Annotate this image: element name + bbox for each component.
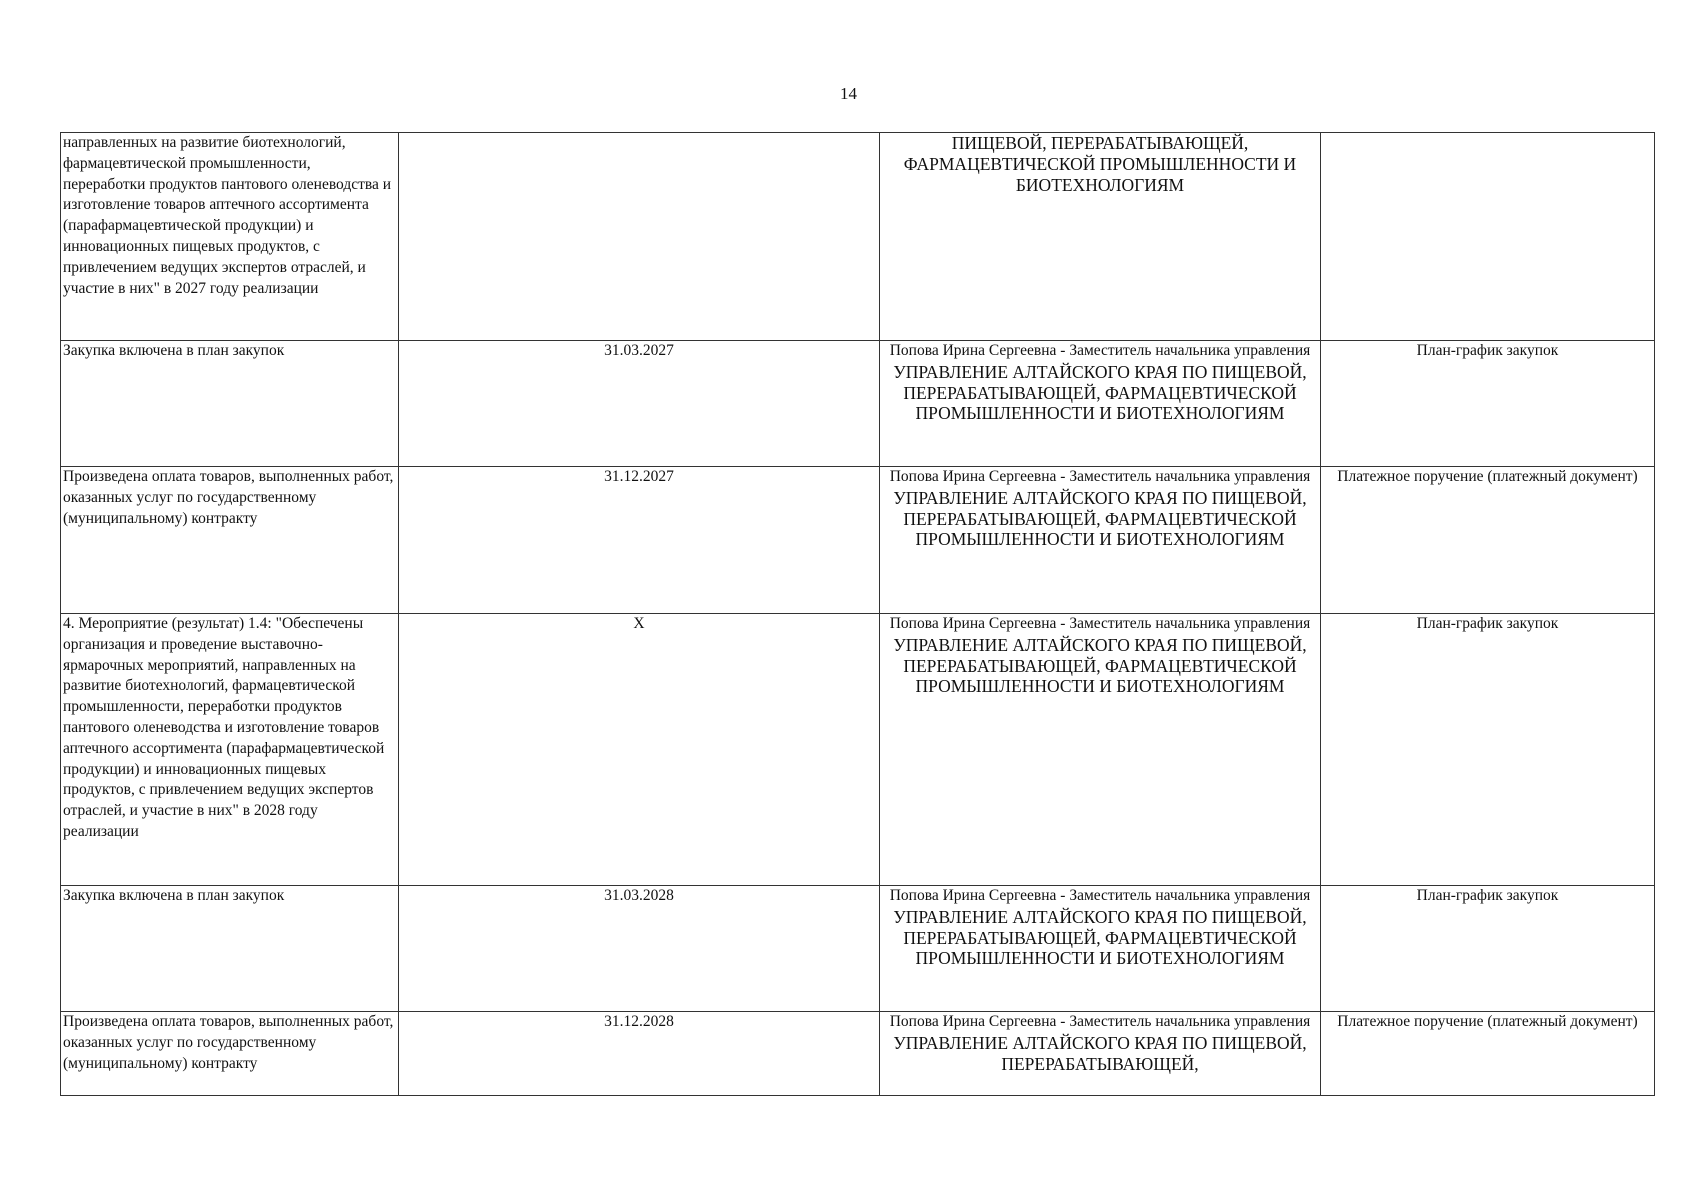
responsible-cell — [880, 1012, 1321, 1096]
responsible-person: Попова Ирина Сергеевна - Заместитель начальника управления — [889, 887, 1311, 904]
table-row — [61, 341, 1655, 467]
date-cell: X — [399, 614, 880, 886]
responsible-person: Попова Ирина Сергеевна - Заместитель начальника управления — [889, 615, 1311, 632]
document-cell — [1321, 133, 1655, 341]
organization-name: УПРАВЛЕНИЕ АЛТАЙСКОГО КРАЯ ПО ПИЩЕВОЙ, ПЕРЕРАБАТЫВАЮЩЕЙ, ФАРМАЦЕВТИЧЕСКОЙ ПРОМЫШЛЕННОСТИ И БИОТЕХНОЛОГИЯМ — [893, 634, 1307, 697]
date-cell: 31.12.2027 — [399, 467, 880, 614]
document-cell: План-график закупок — [1321, 886, 1655, 1012]
description-cell: Произведена оплата товаров, выполненных работ, оказанных услуг по государственному (муниципальному) контракту — [61, 467, 399, 614]
organization-name: УПРАВЛЕНИЕ АЛТАЙСКОГО КРАЯ ПО ПИЩЕВОЙ, ПЕРЕРАБАТЫВАЮЩЕЙ, ФАРМАЦЕВТИЧЕСКОЙ ПРОМЫШЛЕННОСТИ И БИОТЕХНОЛОГИЯМ — [893, 487, 1307, 550]
table-row — [61, 1012, 1655, 1096]
table-row — [61, 886, 1655, 1012]
organization-name: УПРАВЛЕНИЕ АЛТАЙСКОГО КРАЯ ПО ПИЩЕВОЙ, ПЕРЕРАБАТЫВАЮЩЕЙ, ФАРМАЦЕВТИЧЕСКОЙ ПРОМЫШЛЕННОСТИ И БИОТЕХНОЛОГИЯМ — [893, 906, 1307, 969]
description-cell: Закупка включена в план закупок — [61, 341, 399, 467]
document-cell: План-график закупок — [1321, 341, 1655, 467]
responsible-cell — [880, 467, 1321, 614]
page-number: 14 — [840, 84, 857, 103]
responsible-person: Попова Ирина Сергеевна - Заместитель начальника управления — [889, 1013, 1311, 1030]
plan-table — [60, 132, 1655, 1096]
table-row — [61, 614, 1655, 886]
description-cell: Закупка включена в план закупок — [61, 886, 399, 1012]
organization-name: ПИЩЕВОЙ, ПЕРЕРАБАТЫВАЮЩЕЙ, ФАРМАЦЕВТИЧЕСКОЙ ПРОМЫШЛЕННОСТИ И БИОТЕХНОЛОГИЯМ — [903, 133, 1297, 195]
description-cell: Произведена оплата товаров, выполненных работ, оказанных услуг по государственному (муниципальному) контракту — [61, 1012, 399, 1096]
date-cell: 31.12.2028 — [399, 1012, 880, 1096]
document-cell: План-график закупок — [1321, 614, 1655, 886]
responsible-cell — [880, 341, 1321, 467]
table-row — [61, 133, 1655, 341]
organization-name: УПРАВЛЕНИЕ АЛТАЙСКОГО КРАЯ ПО ПИЩЕВОЙ, ПЕРЕРАБАТЫВАЮЩЕЙ, — [893, 1032, 1307, 1074]
table-row — [61, 467, 1655, 614]
responsible-person: Попова Ирина Сергеевна - Заместитель начальника управления — [889, 468, 1311, 485]
responsible-cell — [880, 614, 1321, 886]
responsible-person: Попова Ирина Сергеевна - Заместитель начальника управления — [889, 342, 1311, 359]
description-cell: направленных на развитие биотехнологий, фармацевтической промышленности, переработки продуктов пантового оленеводства и изготовление товаров аптечного ассортимента (парафармацевтической продукции) и инновационных пищевых продуктов, с привлечением ведущих экспертов отраслей, и участие в них" в 2027 году реализации — [61, 133, 399, 341]
document-cell: Платежное поручение (платежный документ) — [1321, 1012, 1655, 1096]
organization-name: УПРАВЛЕНИЕ АЛТАЙСКОГО КРАЯ ПО ПИЩЕВОЙ, ПЕРЕРАБАТЫВАЮЩЕЙ, ФАРМАЦЕВТИЧЕСКОЙ ПРОМЫШЛЕННОСТИ И БИОТЕХНОЛОГИЯМ — [893, 361, 1307, 424]
date-cell — [399, 133, 880, 341]
responsible-cell — [880, 133, 1321, 341]
document-cell: Платежное поручение (платежный документ) — [1321, 467, 1655, 614]
date-cell: 31.03.2027 — [399, 341, 880, 467]
responsible-cell — [880, 886, 1321, 1012]
description-cell: 4. Мероприятие (результат) 1.4: "Обеспечены организация и проведение выставочно-ярмарочных мероприятий, направленных на развитие биотехнологий, фармацевтической промышленности, переработки продуктов пантового оленеводства и изготовление товаров аптечного ассортимента (парафармацевтической продукции) и инновационных пищевых продуктов, с привлечением ведущих экспертов отраслей, и участие в них" в 2028 году реализации — [61, 614, 399, 886]
date-cell: 31.03.2028 — [399, 886, 880, 1012]
